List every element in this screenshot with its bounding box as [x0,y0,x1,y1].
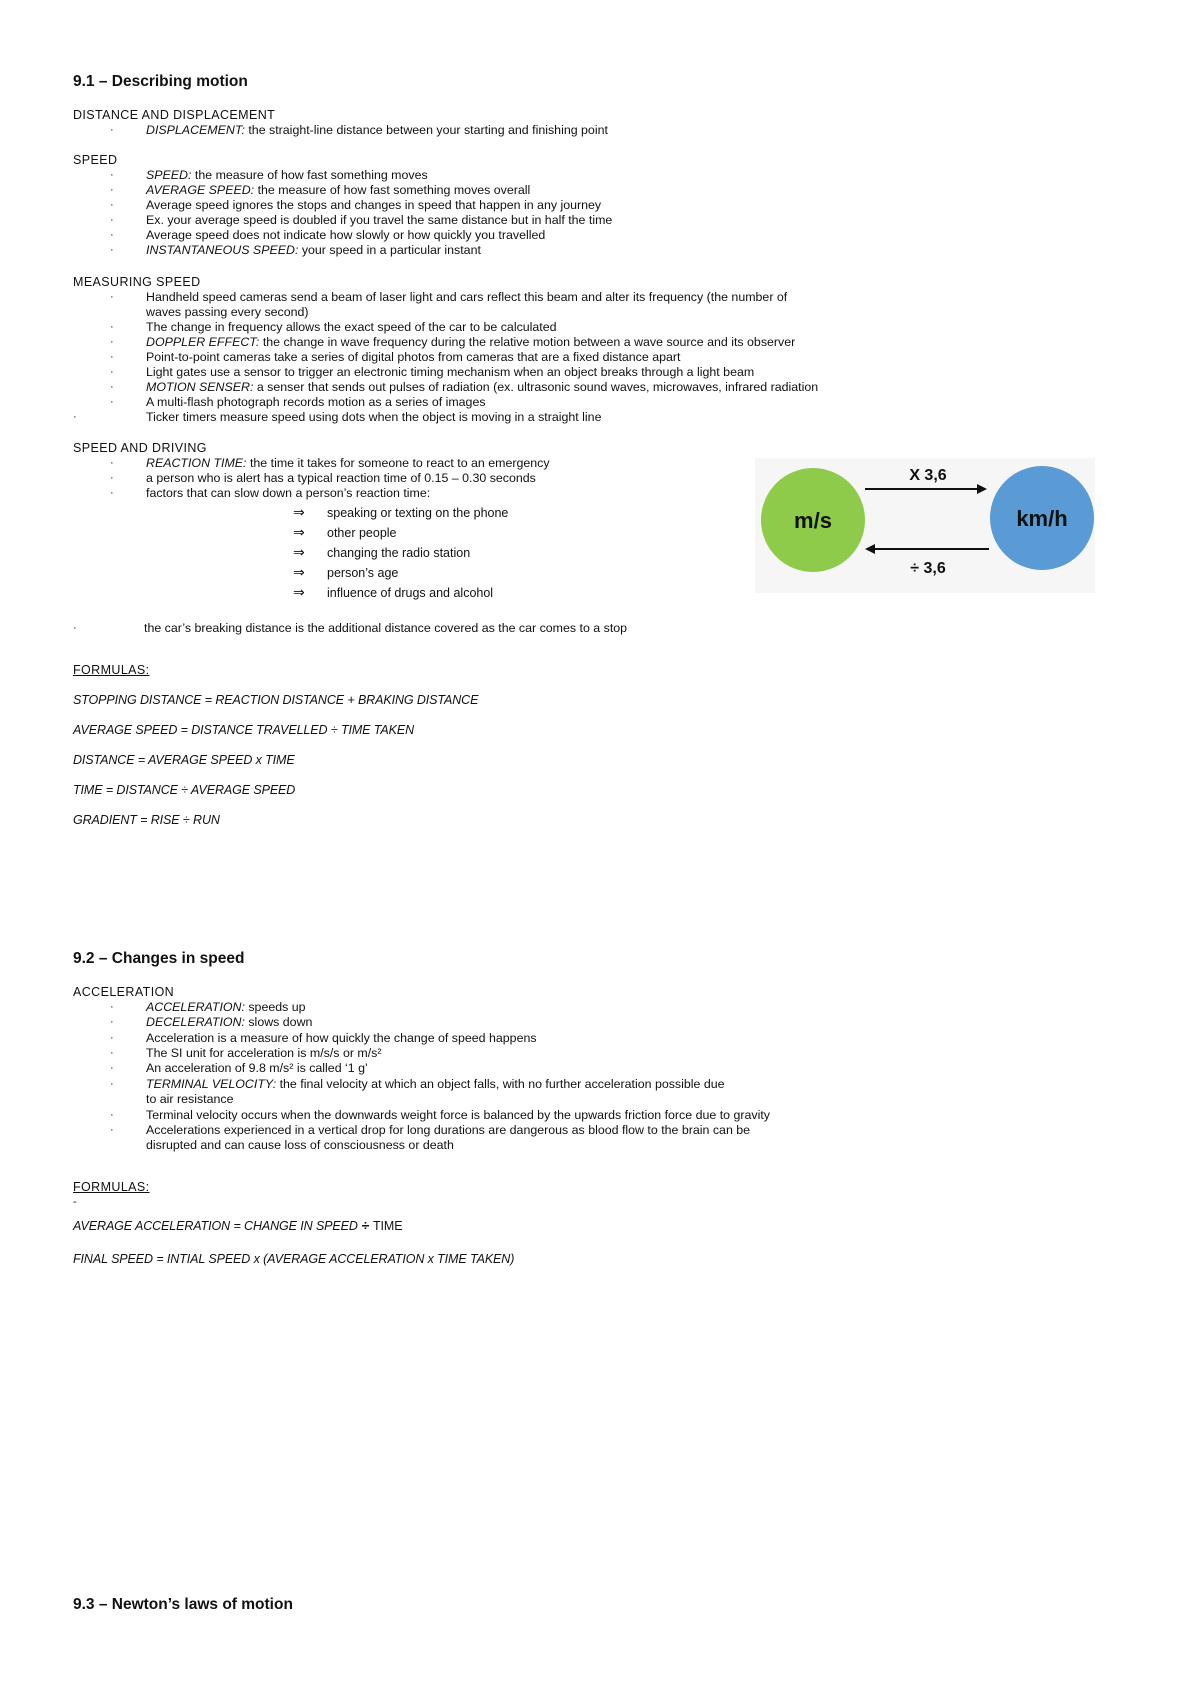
bullet-dot: · [73,622,77,634]
list-item: Accelerations experienced in a vertical drop for long durations are dangerous as blood flow to the brain can be disrupted and can cause loss of consciousness or death [146,1123,751,1153]
multiply-label: X 3,6 [909,467,947,484]
section-heading-9-2: 9.2 – Changes in speed [73,950,245,967]
formula: DISTANCE = AVERAGE SPEED x TIME [73,753,295,767]
list-item: AVERAGE SPEED: the measure of how fast something moves overall [146,183,531,197]
list-item: Average speed does not indicate how slowly or how quickly you travelled [146,228,546,242]
bullet-dot: · [110,199,114,211]
bullet-dot: · [110,351,114,363]
list-item: a person who is alert has a typical reaction time of 0.15 – 0.30 seconds [146,471,536,485]
subheading-speed-driving: SPEED AND DRIVING [73,441,207,455]
list-item: factors that can slow down a person’s reaction time: [146,486,431,500]
list-item: An acceleration of 9.8 m/s² is called ‘1 g’ [146,1061,368,1075]
bullet-dot: · [110,214,114,226]
formula: AVERAGE SPEED = DISTANCE TRAVELLED ÷ TIME TAKEN [73,723,415,737]
formula: STOPPING DISTANCE = REACTION DISTANCE + BRAKING DISTANCE [73,693,479,707]
bullet-dot: · [110,472,114,484]
list-item: Acceleration is a measure of how quickly the change of speed happens [146,1031,537,1045]
list-item: Ex. your average speed is doubled if you travel the same distance but in half the time [146,213,613,227]
list-item: Point-to-point cameras take a series of digital photos from cameras that are a fixed distance apart [146,350,681,364]
bullet-dot: · [110,291,114,303]
subheading-measuring-speed: MEASURING SPEED [73,275,201,289]
bullet-dot: · [110,396,114,408]
list-item: Handheld speed cameras send a beam of laser light and cars reflect this beam and alter its frequency (the number of waves passing every second) [146,290,788,320]
factor-item: ⇒ other people [293,524,397,540]
formula: FINAL SPEED = INTIAL SPEED x (AVERAGE ACCELERATION x TIME TAKEN) [73,1252,515,1266]
list-item: DOPPLER EFFECT: the change in wave frequency during the relative motion between a wave source and its observer [146,335,796,349]
bullet-dot: · [110,336,114,348]
subheading-speed: SPEED [73,153,118,167]
formulas-heading: FORMULAS: [73,663,150,677]
list-item: The SI unit for acceleration is m/s/s or m/s² [146,1046,382,1060]
arrow-icon: ⇒ [293,564,305,580]
bullet-dot: · [110,487,114,499]
bullet-dot: · [110,1016,114,1028]
bullet-dot: · [110,1047,114,1059]
kmh-label: km/h [1016,506,1068,531]
formula: AVERAGE ACCELERATION = CHANGE IN SPEED ÷ TIME [73,1217,403,1233]
bullet-dot: · [110,1078,114,1090]
list-item: REACTION TIME: the time it takes for someone to react to an emergency [146,456,550,470]
bullet-dot: · [110,321,114,333]
list-item: DISPLACEMENT: the straight-line distance between your starting and finishing point [146,123,608,137]
subheading-distance: DISTANCE AND DISPLACEMENT [73,108,276,122]
formulas-heading: FORMULAS: [73,1180,150,1194]
bullet-dot: · [110,184,114,196]
bullet-dot: · [110,1032,114,1044]
factor-item: ⇒ person’s age [293,564,399,580]
section-heading-9-1: 9.1 – Describing motion [73,73,248,90]
bullet-dot: · [110,1124,114,1136]
list-item: A multi-flash photograph records motion as a series of images [146,395,486,409]
formula: GRADIENT = RISE ÷ RUN [73,813,220,827]
unit-conversion-diagram [755,458,1095,593]
divide-label: ÷ 3,6 [910,560,946,577]
bullet-dot: · [110,244,114,256]
bullet-dot: · [110,1001,114,1013]
list-item: ACCELERATION: speeds up [146,1000,306,1014]
section-heading-9-3: 9.3 – Newton’s laws of motion [73,1596,293,1613]
list-item: The change in frequency allows the exact speed of the car to be calculated [146,320,557,334]
bullet-dot: · [110,381,114,393]
list-item: INSTANTANEOUS SPEED: your speed in a particular instant [146,243,481,257]
list-item: DECELERATION: slows down [146,1015,313,1029]
list-item: Average speed ignores the stops and changes in speed that happen in any journey [146,198,602,212]
factor-item: ⇒ speaking or texting on the phone [293,504,509,520]
bullet-dot: · [110,229,114,241]
bullet-dot: · [110,366,114,378]
list-item: Ticker timers measure speed using dots when the object is moving in a straight line [146,410,602,424]
list-item: MOTION SENSER: a senser that sends out pulses of radiation (ex. ultrasonic sound waves, microwaves, infrared radiation [146,380,819,394]
subheading-acceleration: ACCELERATION [73,985,175,999]
arrow-icon: ⇒ [293,504,305,520]
factor-item: ⇒ influence of drugs and alcohol [293,584,494,600]
arrow-icon: ⇒ [293,584,305,600]
arrow-icon: ⇒ [293,524,305,540]
arrow-icon: ⇒ [293,544,305,560]
bullet-dot: · [73,411,77,423]
bullet-dot: · [110,124,114,136]
bullet-dot: · [110,1109,114,1121]
formula: TIME = DISTANCE ÷ AVERAGE SPEED [73,783,296,797]
bullet-dot: · [110,1062,114,1074]
bullet-dot: · [110,169,114,181]
list-item: Terminal velocity occurs when the downwards weight force is balanced by the upwards friction force due to gravity [146,1108,770,1122]
bullet-dot: · [110,457,114,469]
dash-marker: - [73,1196,78,1208]
list-item: SPEED: the measure of how fast something moves [146,168,428,182]
list-item: Light gates use a sensor to trigger an electronic timing mechanism when an object breaks through a light beam [146,365,755,379]
list-item: TERMINAL VELOCITY: the final velocity at which an object falls, with no further acceleration possible due to air resistance [146,1077,725,1107]
list-item-braking: the car’s breaking distance is the additional distance covered as the car comes to a stop [144,621,628,635]
factor-item: ⇒ changing the radio station [293,544,471,560]
ms-label: m/s [794,508,832,533]
